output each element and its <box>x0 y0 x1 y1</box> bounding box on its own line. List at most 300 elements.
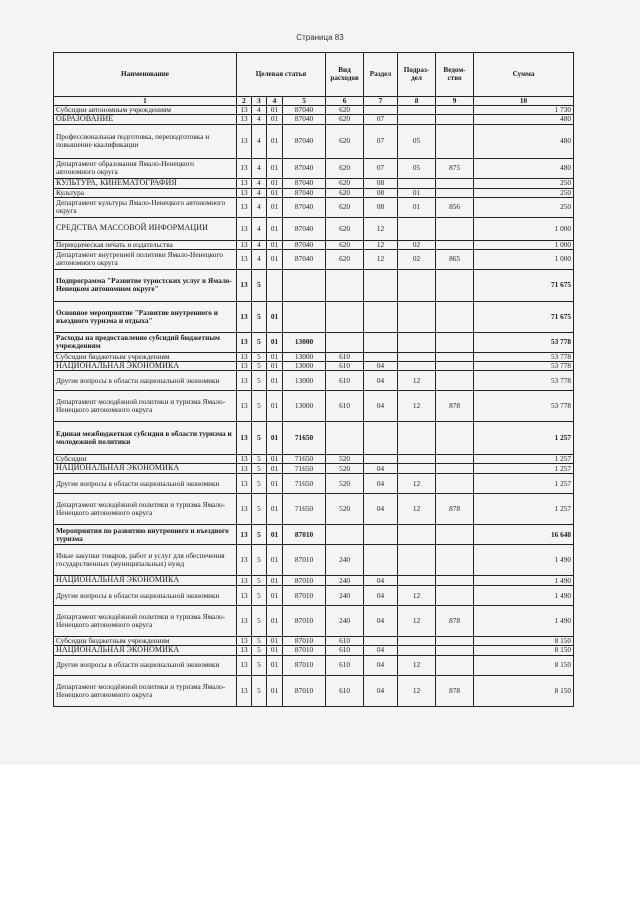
target-code-direction: 87010 <box>283 586 326 606</box>
subsection-cell <box>398 525 436 545</box>
section-cell: 04 <box>364 576 398 586</box>
target-code-subprogram: 5 <box>252 269 267 301</box>
target-code-program: 13 <box>237 655 252 675</box>
target-code-direction: 71650 <box>283 422 326 455</box>
target-code-direction: 13000 <box>283 391 326 422</box>
section-cell <box>364 301 398 332</box>
table-row <box>54 655 574 675</box>
target-code-subprogram: 5 <box>252 525 267 545</box>
target-code-subprogram: 4 <box>252 106 267 115</box>
target-code-subprogram: 5 <box>252 606 267 637</box>
department-cell <box>436 586 474 606</box>
section-cell <box>364 545 398 576</box>
col-number: 10 <box>474 97 574 106</box>
target-code-program: 13 <box>237 269 252 301</box>
target-code-subprogram: 5 <box>252 371 267 391</box>
target-code-event: 01 <box>267 646 283 656</box>
target-code-event: 01 <box>267 197 283 217</box>
col-number: 6 <box>326 97 364 106</box>
table-row <box>54 576 574 586</box>
sum-cell: 1 490 <box>474 576 574 586</box>
department-cell <box>436 332 474 352</box>
header-department: Ведом-ство <box>436 53 474 97</box>
expense-type-cell: 520 <box>326 474 364 494</box>
target-code-program: 13 <box>237 361 252 371</box>
col-number: 9 <box>436 97 474 106</box>
expense-type-cell: 610 <box>326 646 364 656</box>
row-name: СРЕДСТВА МАССОВОЙ ИНФОРМАЦИИ <box>54 217 237 240</box>
row-name: Подпрограмма "Развитие туристских услуг в Ямало-Ненецком автономном округе" <box>54 269 237 301</box>
target-code-direction: 71650 <box>283 464 326 474</box>
target-code-program: 13 <box>237 197 252 217</box>
target-code-program: 13 <box>237 637 252 646</box>
target-code-program: 13 <box>237 371 252 391</box>
section-cell: 04 <box>364 655 398 675</box>
department-cell <box>436 178 474 188</box>
department-cell: 878 <box>436 494 474 525</box>
header-subsection: Подраз-дел <box>398 53 436 97</box>
sum-cell: 480 <box>474 124 574 158</box>
target-code-direction: 71650 <box>283 455 326 464</box>
target-code-subprogram: 4 <box>252 178 267 188</box>
target-code-direction: 87010 <box>283 606 326 637</box>
subsection-cell <box>398 217 436 240</box>
table-row <box>54 106 574 115</box>
target-code-event <box>267 269 283 301</box>
target-code-direction: 87010 <box>283 655 326 675</box>
department-cell <box>436 464 474 474</box>
subsection-cell <box>398 464 436 474</box>
subsection-cell: 12 <box>398 586 436 606</box>
target-code-direction <box>283 269 326 301</box>
table-row <box>54 494 574 525</box>
row-name: НАЦИОНАЛЬНАЯ ЭКОНОМИКА <box>54 576 237 586</box>
expense-type-cell: 610 <box>326 361 364 371</box>
section-cell: 04 <box>364 675 398 706</box>
expense-type-cell: 610 <box>326 655 364 675</box>
department-cell <box>436 371 474 391</box>
target-code-event: 01 <box>267 494 283 525</box>
expense-type-cell <box>326 422 364 455</box>
target-code-program: 13 <box>237 455 252 464</box>
row-name: НАЦИОНАЛЬНАЯ ЭКОНОМИКА <box>54 361 237 371</box>
expense-type-cell <box>326 301 364 332</box>
target-code-direction: 87010 <box>283 525 326 545</box>
expense-type-cell: 240 <box>326 576 364 586</box>
department-cell: 865 <box>436 249 474 269</box>
section-cell: 12 <box>364 249 398 269</box>
section-cell: 04 <box>364 464 398 474</box>
expense-type-cell: 620 <box>326 158 364 178</box>
row-name: Субсидии автономным учреждениям <box>54 106 237 115</box>
page-number: Страница 83 <box>296 33 344 42</box>
target-code-event: 01 <box>267 655 283 675</box>
expense-type-cell: 620 <box>326 124 364 158</box>
target-code-program: 13 <box>237 188 252 197</box>
row-name: Мероприятия по развитию внутреннего и въездного туризма <box>54 525 237 545</box>
department-cell <box>436 106 474 115</box>
target-code-direction: 87010 <box>283 646 326 656</box>
row-name: Другие вопросы в области национальной экономики <box>54 474 237 494</box>
expense-type-cell: 620 <box>326 217 364 240</box>
table-row <box>54 301 574 332</box>
expense-type-cell: 620 <box>326 249 364 269</box>
row-name: НАЦИОНАЛЬНАЯ ЭКОНОМИКА <box>54 464 237 474</box>
sum-cell: 53 778 <box>474 361 574 371</box>
subsection-cell: 12 <box>398 655 436 675</box>
section-cell: 12 <box>364 240 398 249</box>
department-cell <box>436 525 474 545</box>
sum-cell: 16 640 <box>474 525 574 545</box>
col-number: 3 <box>252 97 267 106</box>
department-cell <box>436 115 474 125</box>
target-code-event: 01 <box>267 332 283 352</box>
target-code-subprogram: 5 <box>252 352 267 361</box>
target-code-event: 01 <box>267 455 283 464</box>
table-header-row <box>54 53 574 97</box>
target-code-subprogram: 5 <box>252 637 267 646</box>
expense-type-cell: 520 <box>326 464 364 474</box>
table-row <box>54 606 574 637</box>
target-code-program: 13 <box>237 494 252 525</box>
sum-cell: 71 675 <box>474 301 574 332</box>
target-code-direction <box>283 301 326 332</box>
section-cell <box>364 352 398 361</box>
target-code-event: 01 <box>267 106 283 115</box>
table-row <box>54 158 574 178</box>
target-code-event: 01 <box>267 240 283 249</box>
subsection-cell <box>398 115 436 125</box>
department-cell <box>436 576 474 586</box>
target-code-event: 01 <box>267 301 283 332</box>
sum-cell: 1 730 <box>474 106 574 115</box>
table-row <box>54 675 574 706</box>
subsection-cell <box>398 269 436 301</box>
target-code-subprogram: 4 <box>252 188 267 197</box>
section-cell: 07 <box>364 124 398 158</box>
subsection-cell <box>398 637 436 646</box>
expense-type-cell <box>326 525 364 545</box>
sum-cell: 1 257 <box>474 455 574 464</box>
row-name: Департамент молодёжной политики и туризма Ямало-Ненецкого автономного округа <box>54 391 237 422</box>
row-name: Субсидии бюджетным учреждениям <box>54 637 237 646</box>
section-cell <box>364 525 398 545</box>
table-row <box>54 115 574 125</box>
subsection-cell: 02 <box>398 249 436 269</box>
target-code-event: 01 <box>267 188 283 197</box>
subsection-cell: 12 <box>398 606 436 637</box>
expense-type-cell: 620 <box>326 240 364 249</box>
target-code-subprogram: 5 <box>252 474 267 494</box>
table-row <box>54 391 574 422</box>
target-code-direction: 87010 <box>283 576 326 586</box>
row-name: Единая межбюджетная субсидия в области туризма и молодежной политики <box>54 422 237 455</box>
target-code-subprogram: 4 <box>252 217 267 240</box>
table-row <box>54 637 574 646</box>
row-name: Субсидии <box>54 455 237 464</box>
section-cell: 08 <box>364 178 398 188</box>
target-code-direction: 13000 <box>283 332 326 352</box>
row-name: Департамент внутренней политики Ямало-Ненецкого автономного округа <box>54 249 237 269</box>
department-cell <box>436 655 474 675</box>
target-code-subprogram: 5 <box>252 545 267 576</box>
col-number: 8 <box>398 97 436 106</box>
target-code-direction: 87040 <box>283 106 326 115</box>
target-code-direction: 87040 <box>283 188 326 197</box>
section-cell <box>364 422 398 455</box>
header-target-article: Целевая статья <box>237 53 326 97</box>
department-cell: 875 <box>436 158 474 178</box>
expense-type-cell <box>326 332 364 352</box>
sum-cell: 71 675 <box>474 269 574 301</box>
target-code-subprogram: 5 <box>252 675 267 706</box>
expense-type-cell: 610 <box>326 391 364 422</box>
section-cell: 07 <box>364 158 398 178</box>
target-code-subprogram: 4 <box>252 124 267 158</box>
target-code-event: 01 <box>267 586 283 606</box>
table-row <box>54 249 574 269</box>
budget-table <box>53 52 574 707</box>
target-code-event: 01 <box>267 474 283 494</box>
col-number: 5 <box>283 97 326 106</box>
target-code-direction: 13000 <box>283 361 326 371</box>
target-code-direction: 87010 <box>283 675 326 706</box>
department-cell <box>436 188 474 197</box>
target-code-subprogram: 4 <box>252 240 267 249</box>
row-name: КУЛЬТУРА, КИНЕМАТОГРАФИЯ <box>54 178 237 188</box>
table-row <box>54 586 574 606</box>
target-code-direction: 87040 <box>283 124 326 158</box>
target-code-event: 01 <box>267 361 283 371</box>
department-cell: 878 <box>436 391 474 422</box>
subsection-cell: 12 <box>398 474 436 494</box>
sum-cell: 1 490 <box>474 586 574 606</box>
target-code-event: 01 <box>267 391 283 422</box>
expense-type-cell: 610 <box>326 675 364 706</box>
target-code-direction: 71650 <box>283 474 326 494</box>
target-code-event: 01 <box>267 371 283 391</box>
section-cell: 04 <box>364 474 398 494</box>
sum-cell: 8 150 <box>474 675 574 706</box>
target-code-program: 13 <box>237 106 252 115</box>
row-name: Департамент молодёжной политики и туризма Ямало-Ненецкого автономного округа <box>54 606 237 637</box>
target-code-subprogram: 5 <box>252 455 267 464</box>
department-cell: 878 <box>436 606 474 637</box>
expense-type-cell <box>326 269 364 301</box>
target-code-subprogram: 4 <box>252 115 267 125</box>
department-cell <box>436 352 474 361</box>
target-code-program: 13 <box>237 545 252 576</box>
subsection-cell: 01 <box>398 188 436 197</box>
header-name: Наименование <box>54 53 237 97</box>
target-code-event: 01 <box>267 675 283 706</box>
target-code-event: 01 <box>267 115 283 125</box>
table-row <box>54 474 574 494</box>
department-cell <box>436 269 474 301</box>
target-code-subprogram: 5 <box>252 391 267 422</box>
subsection-cell <box>398 545 436 576</box>
row-name: Культура <box>54 188 237 197</box>
expense-type-cell: 620 <box>326 115 364 125</box>
expense-type-cell: 240 <box>326 586 364 606</box>
table-row <box>54 464 574 474</box>
row-name: Расходы на предоставление субсидий бюджетным учреждениям <box>54 332 237 352</box>
target-code-direction: 87040 <box>283 158 326 178</box>
target-code-program: 13 <box>237 332 252 352</box>
subsection-cell: 12 <box>398 371 436 391</box>
expense-type-cell: 520 <box>326 455 364 464</box>
row-name: Иные закупки товаров, работ и услуг для обеспечения государственных (муниципальных) нужд <box>54 545 237 576</box>
target-code-subprogram: 5 <box>252 464 267 474</box>
sum-cell: 53 778 <box>474 371 574 391</box>
target-code-event: 01 <box>267 576 283 586</box>
subsection-cell: 02 <box>398 240 436 249</box>
expense-type-cell: 620 <box>326 106 364 115</box>
department-cell <box>436 240 474 249</box>
sum-cell: 1 257 <box>474 464 574 474</box>
target-code-subprogram: 5 <box>252 422 267 455</box>
expense-type-cell: 610 <box>326 371 364 391</box>
section-cell: 04 <box>364 646 398 656</box>
sum-cell: 1 000 <box>474 240 574 249</box>
header-sum: Сумма <box>474 53 574 97</box>
table-row <box>54 124 574 158</box>
subsection-cell <box>398 576 436 586</box>
department-cell <box>436 545 474 576</box>
target-code-direction: 87040 <box>283 249 326 269</box>
department-cell: 878 <box>436 675 474 706</box>
subsection-cell <box>398 332 436 352</box>
expense-type-cell: 610 <box>326 637 364 646</box>
target-code-subprogram: 5 <box>252 494 267 525</box>
table-row <box>54 545 574 576</box>
target-code-program: 13 <box>237 124 252 158</box>
sum-cell: 1 000 <box>474 217 574 240</box>
department-cell <box>436 474 474 494</box>
target-code-direction: 71650 <box>283 494 326 525</box>
table-row <box>54 240 574 249</box>
table-row <box>54 332 574 352</box>
target-code-subprogram: 5 <box>252 586 267 606</box>
table-row <box>54 361 574 371</box>
target-code-program: 13 <box>237 675 252 706</box>
target-code-direction: 13000 <box>283 371 326 391</box>
sum-cell: 53 778 <box>474 352 574 361</box>
expense-type-cell: 520 <box>326 494 364 525</box>
sum-cell: 480 <box>474 115 574 125</box>
row-name: Департамент образования Ямало-Ненецкого автономного округа <box>54 158 237 178</box>
sum-cell: 480 <box>474 158 574 178</box>
target-code-program: 13 <box>237 646 252 656</box>
subsection-cell <box>398 178 436 188</box>
section-cell <box>364 637 398 646</box>
row-name: Департамент молодёжной политики и туризма Ямало-Ненецкого автономного округа <box>54 494 237 525</box>
target-code-program: 13 <box>237 576 252 586</box>
section-cell: 04 <box>364 606 398 637</box>
department-cell <box>436 361 474 371</box>
target-code-program: 13 <box>237 178 252 188</box>
target-code-subprogram: 4 <box>252 197 267 217</box>
target-code-program: 13 <box>237 115 252 125</box>
subsection-cell: 12 <box>398 494 436 525</box>
target-code-event: 01 <box>267 124 283 158</box>
section-cell: 04 <box>364 371 398 391</box>
sum-cell: 250 <box>474 178 574 188</box>
target-code-direction: 87040 <box>283 197 326 217</box>
department-cell <box>436 637 474 646</box>
sum-cell: 1 257 <box>474 474 574 494</box>
target-code-program: 13 <box>237 422 252 455</box>
target-code-subprogram: 4 <box>252 249 267 269</box>
target-code-direction: 87040 <box>283 217 326 240</box>
col-number: 1 <box>54 97 237 106</box>
target-code-subprogram: 5 <box>252 655 267 675</box>
department-cell <box>436 422 474 455</box>
target-code-program: 13 <box>237 158 252 178</box>
section-cell: 04 <box>364 361 398 371</box>
department-cell <box>436 646 474 656</box>
row-name: ОБРАЗОВАНИЕ <box>54 115 237 125</box>
expense-type-cell: 620 <box>326 178 364 188</box>
sum-cell: 8 150 <box>474 655 574 675</box>
section-cell: 04 <box>364 391 398 422</box>
target-code-program: 13 <box>237 249 252 269</box>
section-cell: 04 <box>364 586 398 606</box>
subsection-cell <box>398 352 436 361</box>
target-code-subprogram: 5 <box>252 332 267 352</box>
target-code-subprogram: 5 <box>252 301 267 332</box>
target-code-event: 01 <box>267 158 283 178</box>
row-name: Другие вопросы в области национальной экономики <box>54 371 237 391</box>
header-expense-type: Вид расходов <box>326 53 364 97</box>
target-code-event: 01 <box>267 525 283 545</box>
target-code-subprogram: 5 <box>252 646 267 656</box>
target-code-event: 01 <box>267 637 283 646</box>
subsection-cell: 01 <box>398 197 436 217</box>
table-row <box>54 371 574 391</box>
table-row <box>54 197 574 217</box>
target-code-direction: 87040 <box>283 240 326 249</box>
section-cell: 08 <box>364 197 398 217</box>
department-cell <box>436 124 474 158</box>
section-cell <box>364 455 398 464</box>
department-cell <box>436 301 474 332</box>
table-body <box>54 106 574 707</box>
expense-type-cell: 240 <box>326 545 364 576</box>
sum-cell: 8 150 <box>474 646 574 656</box>
subsection-cell <box>398 455 436 464</box>
target-code-program: 13 <box>237 474 252 494</box>
section-cell: 07 <box>364 115 398 125</box>
sum-cell: 8 150 <box>474 637 574 646</box>
target-code-event: 01 <box>267 352 283 361</box>
table-row <box>54 352 574 361</box>
sum-cell: 250 <box>474 197 574 217</box>
row-name: Другие вопросы в области национальной экономики <box>54 586 237 606</box>
section-cell <box>364 332 398 352</box>
sum-cell: 1 257 <box>474 494 574 525</box>
subsection-cell <box>398 106 436 115</box>
target-code-subprogram: 5 <box>252 361 267 371</box>
sum-cell: 53 778 <box>474 391 574 422</box>
row-name: Основное мероприятие "Развитие внутреннего и въездного туризма и отдыха" <box>54 301 237 332</box>
target-code-program: 13 <box>237 525 252 545</box>
header-section: Раздел <box>364 53 398 97</box>
department-cell <box>436 217 474 240</box>
table-row <box>54 217 574 240</box>
row-name: Субсидии бюджетным учреждениям <box>54 352 237 361</box>
subsection-cell: 12 <box>398 675 436 706</box>
